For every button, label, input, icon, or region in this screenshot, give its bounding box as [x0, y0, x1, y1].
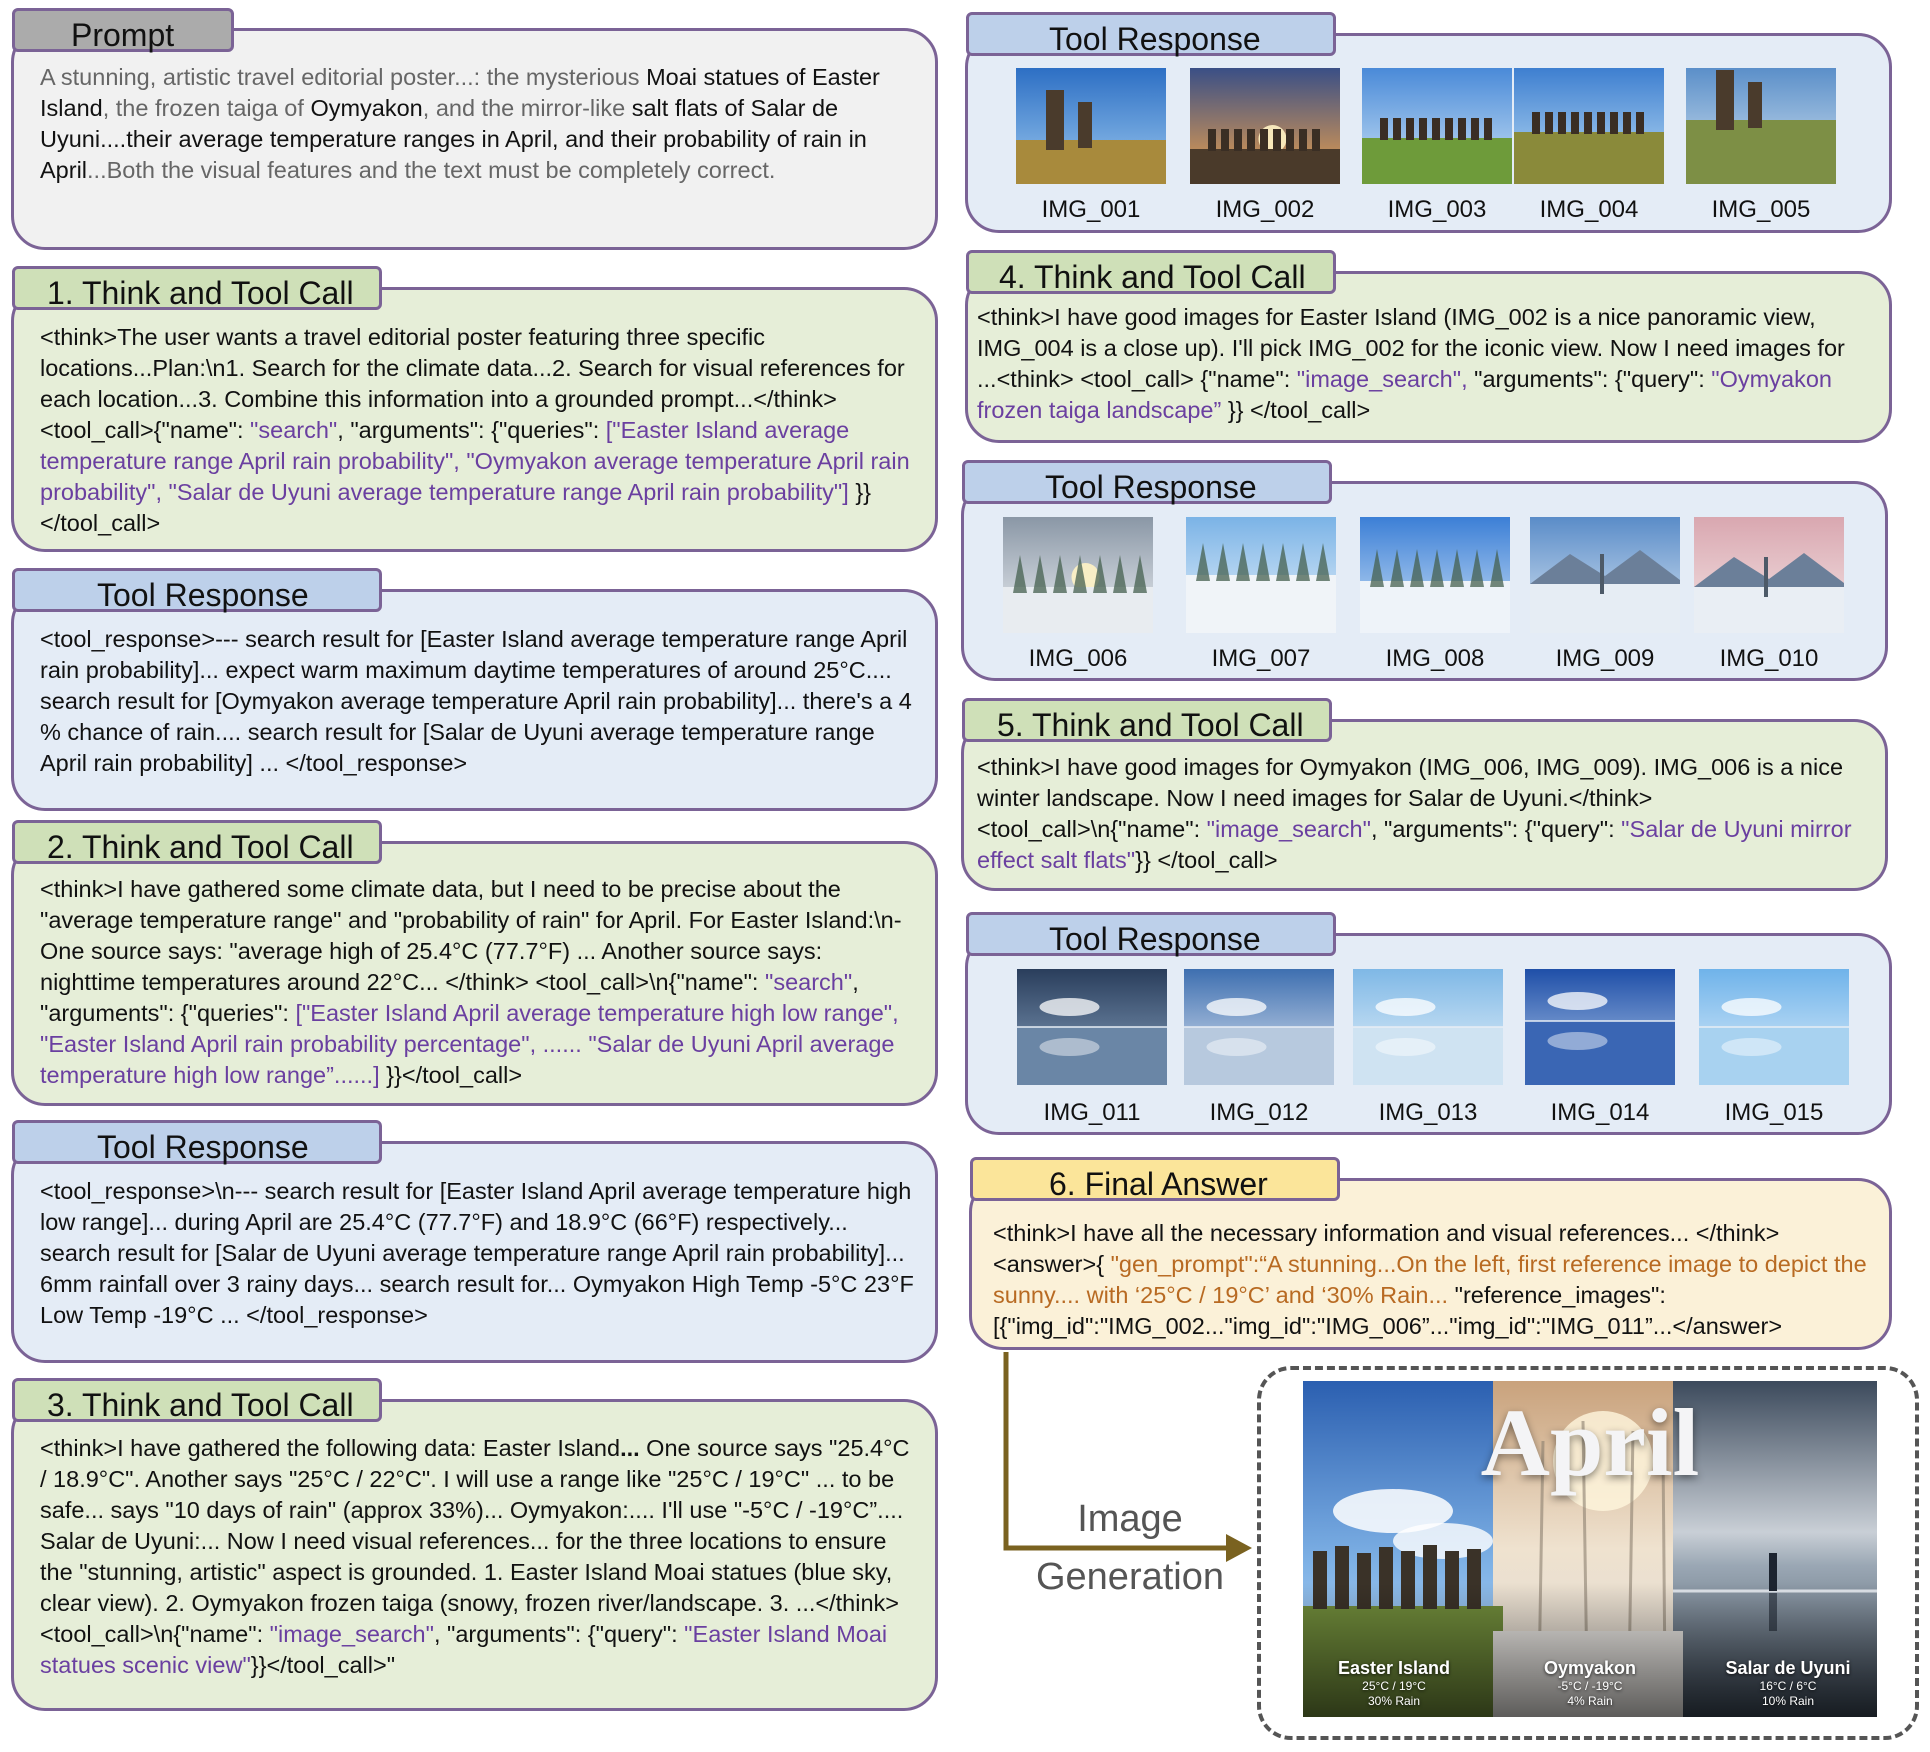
image-id-label: IMG_012	[1209, 1099, 1309, 1126]
step3-tab	[12, 1378, 382, 1422]
image-id-label: IMG_001	[1041, 196, 1141, 223]
image-thumbnail[interactable]	[1017, 969, 1167, 1085]
prompt-text-part: , the frozen taiga of	[102, 95, 311, 121]
final-text	[993, 1218, 1873, 1342]
final-text-part: "reference_images": [{"img_id":"IMG_002..."img_id":"IMG_006”..."img_id":"IMG_011”...</answer>	[993, 1282, 1783, 1339]
step3-text-part: One source says "25.4°C / 18.9°C". Another says "25°C / 22°C". I will use a range like "25°C / 19°C" ... to be safe... says "10 days of rain" (approx 33%)... Oymyakon:.... I'll use "-5°C / -19°C”.... Salar de Uyuni:... Now I need visual references... for the three locations to ensure the "stunning, artistic" aspect is grounded. 1. Easter Island Moai statues (blue sky, clear view). 2. Oymyakon frozen taiga (snowy, frozen river/landscape. 3. ...</think> <tool_call>\n{"name":	[40, 1435, 910, 1647]
image-thumbnail[interactable]	[1184, 969, 1334, 1085]
prompt-text-part: A stunning, artistic travel editorial poster...: the mysterious	[40, 64, 647, 90]
prompt-tab-label: Prompt	[71, 17, 175, 53]
prompt-text-part: ....their average temperature ranges in April, and their probability of rain in April	[40, 126, 867, 183]
step5-tab-label: 5. Think and Tool Call	[997, 707, 1304, 743]
poster-col-name: Easter Island	[1337, 1658, 1451, 1678]
image-id-label: IMG_002	[1215, 196, 1315, 223]
step1-text	[40, 322, 920, 539]
image-id-label: IMG_011	[1043, 1099, 1141, 1126]
resp1-tab-label: Tool Response	[97, 577, 309, 613]
image-thumbnail[interactable]	[1699, 969, 1849, 1085]
poster-col-temp: -5°C / -19°C	[1557, 1679, 1623, 1693]
resp2-text-body: <tool_response>\n--- search result for [Easter Island April average temperature high low range]... during April are 25.4°C (77.7°F) and 18.9°C (66°F) respectively... search result for [Salar de Uyuni average temperature range April rain probability]... 6mm rainfall over 3 rainy days... search result for... Oymyakon High Temp -5°C 23°F Low Temp -19°C ... </tool_response>	[40, 1178, 914, 1328]
step2-text-part: <think>I have gathered some climate data, but I need to be precise about the "average temperature range" and "probability of rain" for April. For Easter Island:\n- One source says: "average high of 25.4°C (77.7°F) ... Another source says: nighttime temperatures around 22°C... </think> <tool_call>\n{"name":	[40, 876, 902, 995]
step2-text-part: }}</tool_call>	[379, 1062, 523, 1088]
poster-col-oymyakon	[1505, 1658, 1675, 1709]
image-id-label: IMG_010	[1719, 645, 1819, 672]
step1-text-part: <think>The user wants a travel editorial poster featuring three specific locations...Plan:\n1. Search for the climate data...2. Search for visual references for each location...3. Combine this information into a grounded prompt...</think> <tool_call>{"name":	[40, 324, 905, 443]
img-resp1-tab	[966, 12, 1336, 56]
poster-col-uyuni	[1703, 1658, 1873, 1709]
image-id-label: IMG_005	[1711, 196, 1811, 223]
image-thumbnail[interactable]	[1360, 517, 1510, 633]
generated-poster	[1303, 1381, 1877, 1717]
resp1-text	[40, 624, 920, 779]
poster-col-rain: 10% Rain	[1761, 1694, 1815, 1708]
step5-text-part: }} </tool_call>	[1135, 847, 1278, 873]
img-resp2-tab-label: Tool Response	[1045, 469, 1257, 505]
image-id-label: IMG_004	[1539, 196, 1639, 223]
poster-col-temp: 16°C / 6°C	[1759, 1679, 1817, 1693]
step1-text-part: , "arguments": {"queries":	[337, 417, 606, 443]
prompt-text-part: Moai statues of Easter Island	[40, 64, 880, 121]
prompt-tab	[12, 8, 234, 52]
img-resp1-tab-label: Tool Response	[1049, 21, 1261, 57]
generation-label-line1: Image	[1077, 1498, 1183, 1540]
image-thumbnail[interactable]	[1186, 517, 1336, 633]
resp2-tab	[12, 1120, 382, 1164]
step5-tab	[962, 698, 1332, 742]
step2-tab	[12, 820, 382, 864]
image-thumbnail[interactable]	[1514, 68, 1664, 184]
step5-text-part: <think>I have good images for Oymyakon (IMG_006, IMG_009). IMG_006 is a nice winter landscape. Now I need images for Salar de Uyuni.</think> <tool_call>\n{"name":	[977, 754, 1844, 842]
step4-text-part: "arguments": {"query":	[1467, 366, 1712, 392]
image-id-label: IMG_006	[1028, 645, 1128, 672]
prompt-text-part: salt flats of Salar de Uyuni	[40, 95, 839, 152]
step3-text-part: <think>I have gathered the following data: Easter Island	[40, 1435, 621, 1461]
step2-text-part: ["Easter Island April average temperature high low range", "Easter Island April rain probability percentage", ...... "Salar de Uyuni April average temperature high low range”......]	[40, 1000, 899, 1088]
step2-text	[40, 874, 920, 1091]
poster-col-easter	[1309, 1658, 1479, 1709]
step3-text-part: "Easter Island Moai statues scenic view"	[40, 1621, 888, 1678]
step4-tab-label: 4. Think and Tool Call	[999, 259, 1306, 295]
image-id-label: IMG_015	[1724, 1099, 1824, 1126]
image-thumbnail[interactable]	[1530, 517, 1680, 633]
generation-label	[1010, 1490, 1250, 1606]
img-resp2-tab	[962, 460, 1332, 504]
image-id-label: IMG_009	[1555, 645, 1655, 672]
final-tab	[970, 1157, 1340, 1201]
step3-text	[40, 1433, 920, 1681]
prompt-text-part: , and the mirror-like	[422, 95, 632, 121]
step1-text-part: ["Easter Island average temperature range April rain probability", "Oymyakon average temperature April rain probability", "Salar de Uyuni average temperature range April rain probability"]	[40, 417, 910, 505]
image-id-label: IMG_013	[1378, 1099, 1478, 1126]
img-resp3-tab-label: Tool Response	[1049, 921, 1261, 957]
resp1-text-body: <tool_response>--- search result for [Easter Island average temperature range April rain probability]... expect warm maximum daytime temperatures of around 25°C.... search result for [Oymyakon average temperature April rain probability]... there's a 4 % chance of rain.... search result for [Salar de Uyuni average temperature range April rain probability] ... </tool_response>	[40, 626, 912, 776]
step2-tab-label: 2. Think and Tool Call	[47, 829, 354, 865]
image-thumbnail[interactable]	[1190, 68, 1340, 184]
step3-text-part: "image_search"	[269, 1621, 434, 1647]
step3-text-part: ...	[620, 1435, 640, 1461]
resp2-text	[40, 1176, 920, 1331]
prompt-text-part: Oymyakon	[310, 95, 423, 121]
step5-text	[977, 752, 1857, 876]
resp1-tab	[12, 568, 382, 612]
poster-title: April	[1480, 1389, 1700, 1496]
step3-tab-label: 3. Think and Tool Call	[47, 1387, 354, 1423]
image-thumbnail[interactable]	[1016, 68, 1166, 184]
step1-text-part: }}</tool_call>	[40, 479, 872, 536]
step4-text-part: "Oymyakon frozen taiga landscape”	[977, 366, 1832, 423]
step2-text-part: , "arguments": {"queries":	[40, 969, 859, 1026]
final-text-part: "gen_prompt":“A stunning...On the left, first reference image to depict the sunny.... with ‘25°C / 19°C’ and ‘30% Rain...	[993, 1251, 1867, 1308]
image-thumbnail[interactable]	[1362, 68, 1512, 184]
step5-text-part: , "arguments": {"query":	[1370, 816, 1622, 842]
image-thumbnail[interactable]	[1694, 517, 1844, 633]
step3-text-part: , "arguments": {"query":	[433, 1621, 685, 1647]
image-id-label: IMG_003	[1387, 196, 1487, 223]
step2-text-part: "search"	[764, 969, 853, 995]
image-id-label: IMG_008	[1385, 645, 1485, 672]
step1-tab	[12, 266, 382, 310]
step4-tab	[966, 250, 1336, 294]
image-thumbnail[interactable]	[1003, 517, 1153, 633]
prompt-text-part: ...Both the visual features and the text must be completely correct.	[87, 157, 776, 183]
generation-label-line2: Generation	[1035, 1556, 1224, 1598]
step1-tab-label: 1. Think and Tool Call	[47, 275, 354, 311]
step5-text-part: "image_search"	[1206, 816, 1371, 842]
poster-col-name: Oymyakon	[1543, 1658, 1637, 1678]
step3-text-part: }}</tool_call>"	[250, 1652, 396, 1678]
step4-text-part: <think>I have good images for Easter Island (IMG_002 is a nice panoramic view, IMG_004 is a close up). I'll pick IMG_002 for the iconic view. Now I need images for ...<think> <tool_call> {"name":	[977, 304, 1845, 392]
image-thumbnail[interactable]	[1353, 969, 1503, 1085]
poster-col-temp: 25°C / 19°C	[1362, 1679, 1426, 1693]
step4-text-part: }} </tool_call>	[1221, 397, 1371, 423]
image-thumbnail[interactable]	[1686, 68, 1836, 184]
step5-text-part: "Salar de Uyuni mirror effect salt flats"	[977, 816, 1852, 873]
img-resp3-tab	[966, 912, 1336, 956]
poster-col-name: Salar de Uyuni	[1725, 1658, 1851, 1678]
final-tab-label: 6. Final Answer	[1049, 1166, 1268, 1202]
poster-col-rain: 4% Rain	[1567, 1694, 1613, 1708]
final-text-part: <think>I have all the necessary information and visual references... </think> <answer>{	[993, 1220, 1780, 1277]
step4-text	[977, 302, 1857, 426]
step4-text-part: "image_search",	[1296, 366, 1468, 392]
prompt-text	[40, 62, 910, 186]
image-thumbnail[interactable]	[1525, 969, 1675, 1085]
image-id-label: IMG_007	[1211, 645, 1311, 672]
resp2-tab-label: Tool Response	[97, 1129, 309, 1165]
poster-col-rain: 30% Rain	[1367, 1694, 1421, 1708]
step1-text-part: "search"	[250, 417, 338, 443]
image-id-label: IMG_014	[1550, 1099, 1650, 1126]
